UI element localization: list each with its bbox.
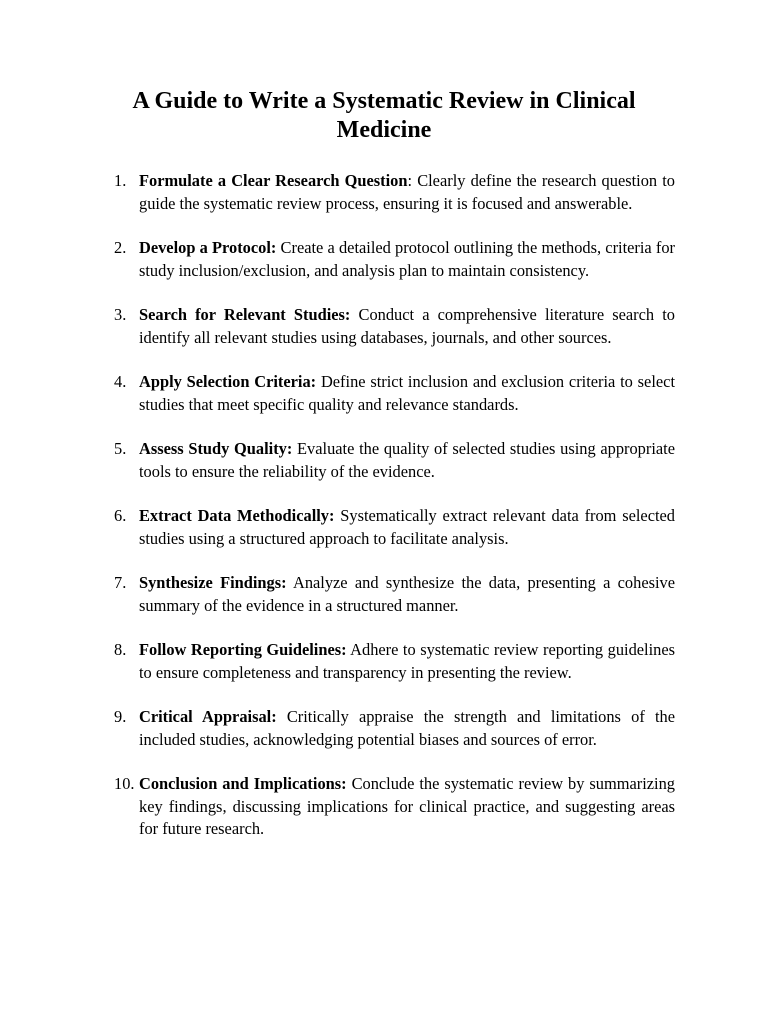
item-number: 8.	[114, 640, 127, 659]
list-item	[114, 706, 675, 751]
list-item	[114, 304, 675, 349]
list-item	[114, 371, 675, 416]
item-number: 2.	[114, 238, 127, 257]
item-term: Develop a Protocol:	[139, 238, 277, 257]
item-term: Conclusion and Implications:	[139, 774, 347, 793]
item-term: Assess Study Quality:	[139, 439, 293, 458]
item-text: Systematically extract relevant data from selected studies using a structured approach to facilitate analysis.	[139, 506, 675, 548]
item-text: Create a detailed protocol outlining the methods, criteria for study inclusion/exclusion, and analysis plan to maintain consistency.	[139, 238, 675, 280]
document-title: A Guide to Write a Systematic Review in Clinical Medicine	[132, 88, 636, 143]
item-text: Critically appraise the strength and limitations of the included studies, acknowledging potential biases and sources of error.	[139, 707, 675, 749]
item-text: Clearly define the research question to guide the systematic review process, ensuring it is focused and answerable.	[139, 171, 675, 213]
list-item	[114, 438, 675, 483]
item-text: Conclude the systematic review by summarizing key findings, discussing implications for clinical practice, and suggesting areas for future research.	[139, 774, 675, 838]
item-text: Evaluate the quality of selected studies using appropriate tools to ensure the reliability of the evidence.	[139, 439, 675, 481]
item-number: 1.	[114, 171, 127, 190]
list-item	[114, 505, 675, 550]
item-text: Analyze and synthesize the data, presenting a cohesive summary of the evidence in a structured manner.	[139, 573, 675, 615]
list-item	[114, 773, 675, 841]
item-number: 9.	[114, 707, 127, 726]
item-term: Formulate a Clear Research Question	[139, 171, 408, 190]
item-text: Define strict inclusion and exclusion criteria to select studies that meet specific quality and relevance standards.	[139, 372, 675, 414]
item-term: Synthesize Findings:	[139, 573, 287, 592]
steps-list	[114, 170, 675, 863]
item-number: 10.	[114, 774, 135, 793]
item-number: 7.	[114, 573, 127, 592]
item-term: Extract Data Methodically:	[139, 506, 335, 525]
item-text: Adhere to systematic review reporting guidelines to ensure completeness and transparency in presenting the review.	[139, 640, 675, 682]
item-term: Critical Appraisal:	[139, 707, 277, 726]
list-item	[114, 237, 675, 282]
item-text: Conduct a comprehensive literature search to identify all relevant studies using databases, journals, and other sources.	[139, 305, 675, 347]
item-term: Apply Selection Criteria:	[139, 372, 317, 391]
item-number: 3.	[114, 305, 127, 324]
item-separator: :	[407, 171, 413, 190]
item-number: 5.	[114, 439, 127, 458]
list-item	[114, 572, 675, 617]
item-term: Search for Relevant Studies:	[139, 305, 351, 324]
list-item	[114, 170, 675, 215]
list-item	[114, 639, 675, 684]
item-number: 4.	[114, 372, 127, 391]
item-term: Follow Reporting Guidelines:	[139, 640, 347, 659]
item-number: 6.	[114, 506, 127, 525]
